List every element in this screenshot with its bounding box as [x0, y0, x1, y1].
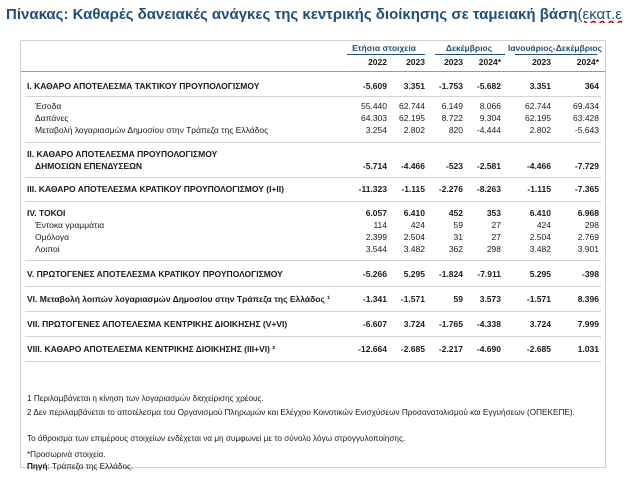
cell-value: 8.396 [577, 294, 599, 304]
row-label: Έντοκα γραμμάτια [35, 220, 105, 230]
cell-value: 2.769 [577, 232, 599, 242]
cell-value: -4.466 [526, 161, 551, 171]
cell-value: 820 [448, 125, 463, 135]
cell-value: -5.609 [362, 81, 387, 91]
cell-value: -8.263 [476, 184, 501, 194]
row-label: V. ΠΡΩΤΟΓΕΝΕΣ ΑΠΟΤΕΛΕΣΜΑ ΚΡΑΤΙΚΟΥ ΠΡΟΥΠΟΛΟΓΙΣΜΟΥ [27, 269, 283, 279]
cell-value: 5.295 [529, 269, 551, 279]
table-row [21, 161, 607, 173]
cell-value: -398 [581, 269, 599, 279]
title-unit: (εκατ.ε [577, 6, 622, 23]
cell-value: 424 [536, 220, 551, 230]
group-header-jan-dec: Ιανουάριος-Δεκέμβριος [507, 43, 603, 53]
cell-value: 31 [453, 232, 463, 242]
cell-value: 55.440 [361, 101, 387, 111]
cell-value: 364 [584, 81, 599, 91]
row-label: IV. ΤΟΚΟΙ [27, 208, 66, 218]
row-label: VI. Μεταβολή λοιπών λογαριασμών Δημοσίου στην Τράπεζα της Ελλάδος ¹ [27, 294, 331, 304]
cell-value: 8.066 [479, 101, 501, 111]
row-separator [25, 260, 601, 261]
cell-value: 114 [373, 220, 387, 230]
year-header: 2024* [478, 57, 501, 67]
cell-value: 2.802 [529, 125, 551, 135]
cell-value: -11.323 [358, 184, 387, 194]
cell-value: 62.744 [525, 101, 551, 111]
cell-value: 7.999 [577, 319, 599, 329]
cell-value: 9.304 [479, 113, 501, 123]
cell-value: 2.399 [365, 232, 387, 242]
cell-value: 6.149 [441, 101, 463, 111]
cell-value: -2.685 [526, 344, 551, 354]
row-label: II. ΚΑΘΑΡΟ ΑΠΟΤΕΛΕΣΜΑ ΠΡΟΥΠΟΛΟΓΙΣΜΟΥ [27, 149, 218, 159]
cell-value: 3.724 [403, 319, 425, 329]
header-divider [21, 71, 605, 72]
table-row [21, 220, 607, 232]
cell-value: 3.901 [577, 244, 599, 254]
row-label: Ομόλογα [35, 232, 70, 242]
row-separator [25, 286, 601, 287]
group-header-december: Δεκέμβριος [445, 43, 493, 53]
row-label: Λοιποί [35, 244, 60, 254]
cell-value: -7.911 [477, 269, 501, 279]
cell-value: 424 [410, 220, 425, 230]
cell-value: 2.802 [403, 125, 425, 135]
cell-value: 2.504 [529, 232, 551, 242]
cell-value: 3.482 [403, 244, 425, 254]
cell-value: -5.643 [574, 125, 599, 135]
table-row [21, 101, 607, 113]
cell-value: 6.968 [577, 208, 599, 218]
row-label: Έσοδα [35, 101, 62, 111]
cell-value: -4.338 [476, 319, 501, 329]
cell-value: -2.276 [438, 184, 463, 194]
cell-value: 62.744 [399, 101, 425, 111]
cell-value: -1.341 [362, 294, 387, 304]
cell-value: -5.714 [362, 161, 387, 171]
cell-value: -12.664 [358, 344, 387, 354]
footnote: 2 Δεν περιλαμβάνεται το αποτέλεσμα του Οργανισμού Πληρωμών και Ελέγχου Κοινοτικών Ενισχύσεων Προσανατολισμού και Εγγυήσεων (ΟΠΕΚΕΠΕ). [27, 408, 575, 417]
group-underline [515, 54, 597, 55]
row-label: ΔΗΜΟΣΙΩΝ ΕΠΕΝΔΥΣΕΩΝ [35, 161, 143, 171]
group-underline [347, 54, 425, 55]
source-text: : Τράπεζα της Ελλάδος. [47, 462, 134, 471]
cell-value: -5.266 [362, 269, 387, 279]
cell-value: 3.724 [529, 319, 551, 329]
table-row [21, 232, 607, 244]
cell-value: 1.031 [577, 344, 599, 354]
table-row [21, 344, 607, 356]
year-header: 2023 [444, 57, 463, 67]
cell-value: 69.434 [573, 101, 599, 111]
row-separator [25, 96, 601, 97]
table-frame [20, 40, 606, 471]
row-label: III. ΚΑΘΑΡΟ ΑΠΟΤΕΛΕΣΜΑ ΚΡΑΤΙΚΟΥ ΠΡΟΥΠΟΛΟΓΙΣΜΟΥ (I+II) [27, 184, 284, 194]
cell-value: -1.115 [401, 184, 425, 194]
cell-value: 59 [453, 220, 463, 230]
cell-value: -1.753 [438, 81, 463, 91]
cell-value: 59 [453, 294, 463, 304]
cell-value: -7.729 [574, 161, 599, 171]
table-row [21, 184, 607, 196]
footnote: *Προσωρινά στοιχεία. [27, 450, 106, 459]
cell-value: 6.410 [403, 208, 425, 218]
source-note [27, 462, 133, 471]
row-label: Μεταβολή λογαριασμών Δημοσίου στην Τράπεζα της Ελλάδος [35, 125, 269, 135]
row-separator [25, 177, 601, 178]
page-title: Πίνακας: Καθαρές δανειακές ανάγκες της κεντρικής διοίκησης σε ταμειακή βάση(εκατ.ε [6, 6, 622, 23]
cell-value: -1.571 [400, 294, 425, 304]
table-row [21, 125, 607, 137]
cell-value: -1.824 [438, 269, 463, 279]
cell-value: 452 [448, 208, 463, 218]
cell-value: -2.217 [438, 344, 463, 354]
footnote: Το άθροισμα των επιμέρους στοιχείων ενδέχεται να μη συμφωνεί με το σύνολο λόγω στρογγυλοποίησης. [27, 434, 406, 443]
cell-value: -523 [445, 161, 463, 171]
table-row [21, 208, 607, 220]
cell-value: 3.254 [365, 125, 387, 135]
cell-value: 3.573 [479, 294, 501, 304]
cell-value: 64.303 [361, 113, 387, 123]
group-underline [435, 54, 505, 55]
cell-value: 27 [491, 232, 501, 242]
cell-value: 5.295 [403, 269, 425, 279]
year-header: 2022 [368, 57, 387, 67]
row-label: I. ΚΑΘΑΡΟ ΑΠΟΤΕΛΕΣΜΑ ΤΑΚΤΙΚΟΥ ΠΡΟΥΠΟΛΟΓΙΣΜΟΥ [27, 81, 260, 91]
table-row [21, 294, 607, 306]
cell-value: 3.544 [365, 244, 387, 254]
cell-value: 2.504 [403, 232, 425, 242]
group-header-annual: Ετήσια στοιχεία [352, 43, 416, 53]
cell-value: -4.690 [476, 344, 501, 354]
row-separator [25, 361, 601, 362]
cell-value: 6.410 [529, 208, 551, 218]
row-separator [25, 311, 601, 312]
cell-value: -6.607 [362, 319, 387, 329]
row-separator [25, 201, 601, 202]
cell-value: 62.195 [399, 113, 425, 123]
cell-value: 298 [584, 220, 599, 230]
cell-value: 6.057 [365, 208, 387, 218]
cell-value: 63.428 [573, 113, 599, 123]
year-header: 2023 [532, 57, 551, 67]
source-label: Πηγή [27, 462, 48, 471]
cell-value: -1.765 [438, 319, 463, 329]
cell-value: -2.581 [476, 161, 501, 171]
cell-value: -1.115 [527, 184, 551, 194]
table-row [21, 81, 607, 93]
row-separator [25, 142, 601, 143]
cell-value: 3.351 [403, 81, 425, 91]
footnote: 1 Περιλαμβάνεται η κίνηση των λογαριασμών διαχείρισης χρέους. [27, 394, 264, 403]
row-label: VII. ΠΡΩΤΟΓΕΝΕΣ ΑΠΟΤΕΛΕΣΜΑ ΚΕΝΤΡΙΚΗΣ ΔΙΟΙΚΗΣΗΣ (V+VI) [27, 319, 288, 329]
cell-value: 353 [486, 208, 501, 218]
cell-value: 3.482 [529, 244, 551, 254]
cell-value: 362 [448, 244, 463, 254]
table-row [21, 319, 607, 331]
year-header: 2023 [406, 57, 425, 67]
table-row [21, 244, 607, 256]
cell-value: -7.365 [574, 184, 599, 194]
row-label: Δαπάνες [35, 113, 69, 123]
cell-value: -4.444 [476, 125, 501, 135]
cell-value: 62.195 [525, 113, 551, 123]
table-row [21, 113, 607, 125]
cell-value: 3.351 [529, 81, 551, 91]
cell-value: -5.682 [476, 81, 501, 91]
cell-value: 8.722 [441, 113, 463, 123]
cell-value: 298 [486, 244, 501, 254]
row-label: VIII. ΚΑΘΑΡΟ ΑΠΟΤΕΛΕΣΜΑ ΚΕΝΤΡΙΚΗΣ ΔΙΟΙΚΗΣΗΣ (III+VI) ² [27, 344, 276, 354]
cell-value: -4.466 [400, 161, 425, 171]
table-row [21, 269, 607, 281]
row-separator [25, 336, 601, 337]
cell-value: -2.685 [400, 344, 425, 354]
cell-value: 27 [491, 220, 501, 230]
year-header: 2024* [576, 57, 599, 67]
cell-value: -1.571 [526, 294, 551, 304]
table-row [21, 149, 607, 161]
